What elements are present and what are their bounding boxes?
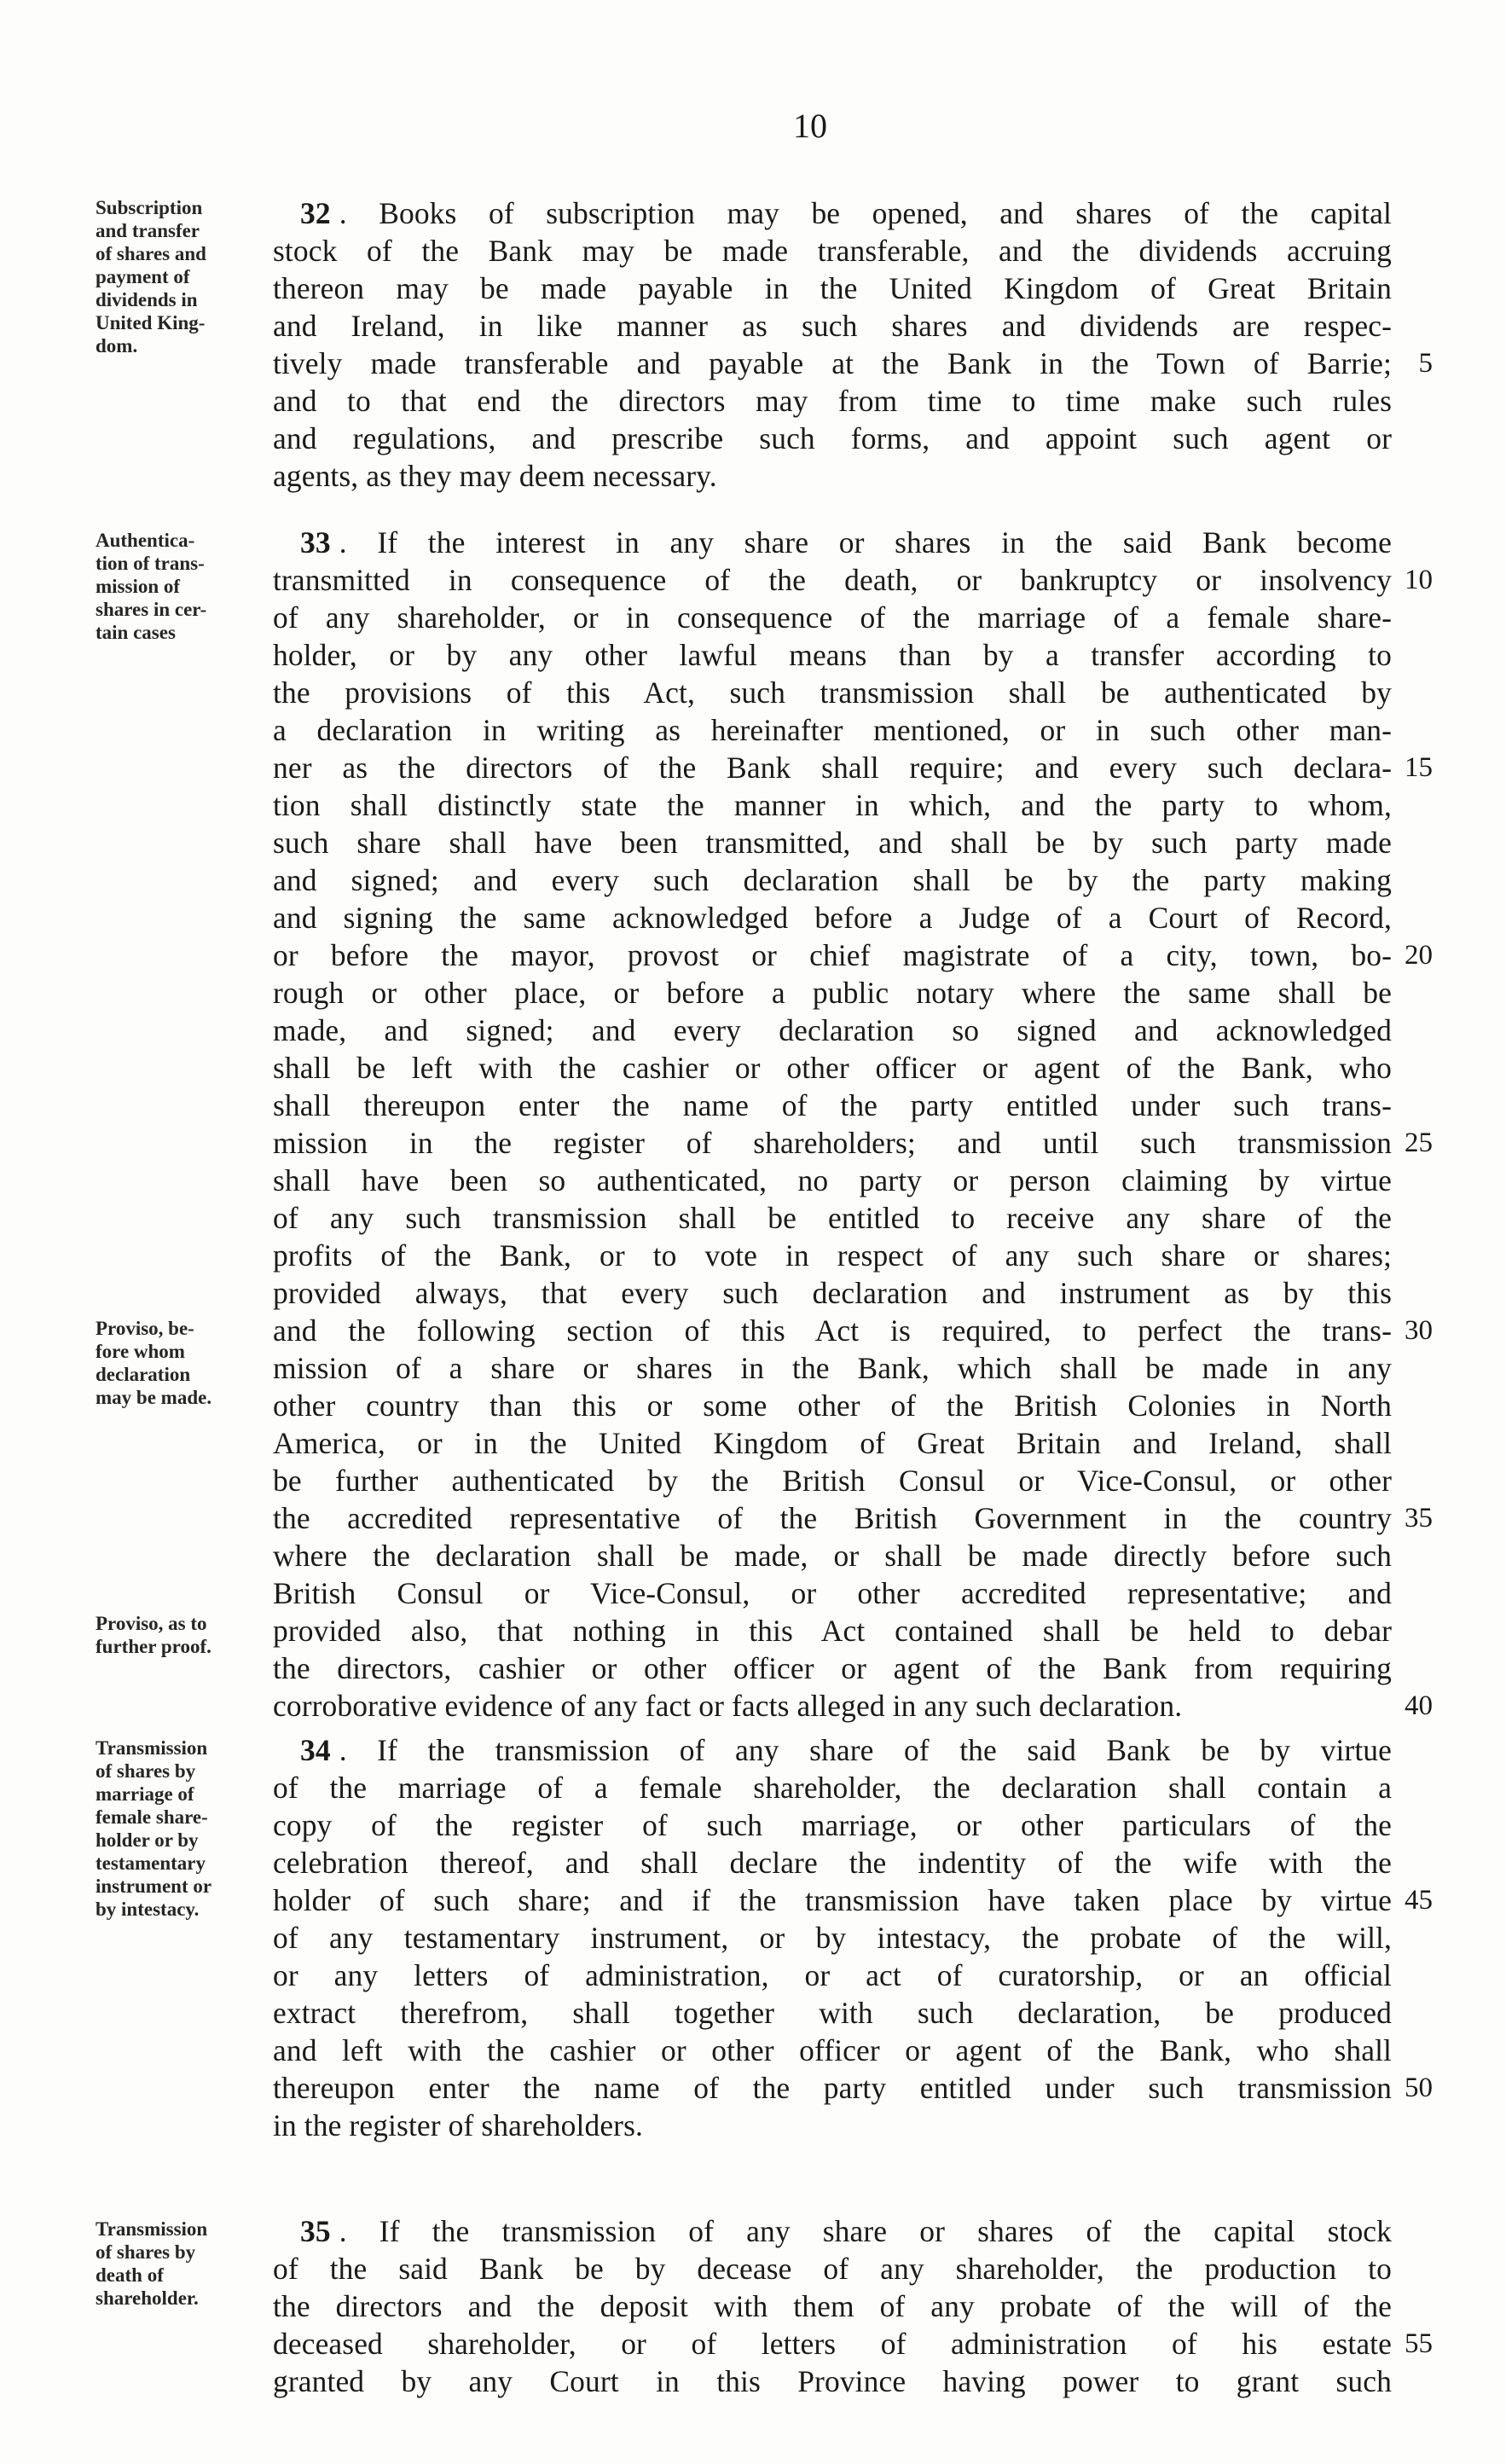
text-line: provided always, that every such declaration and instrument as by this — [273, 1276, 1392, 1310]
margin-note-line: declaration — [96, 1364, 191, 1385]
text-line: 32 . Books of subscription may be opened, and shares of the capital — [300, 196, 1392, 230]
text-line: the directors and the deposit with them of any probate of the will of the — [273, 2289, 1392, 2323]
text-line: of the said Bank be by decease of any shareholder, the production to — [273, 2252, 1392, 2286]
margin-note-line: and transfer — [96, 220, 200, 241]
line-number: 30 — [1405, 1315, 1433, 1346]
margin-note-line: Authentica- — [96, 530, 195, 551]
text-line: the directors, cashier or other officer or agent of the Bank from requiring — [273, 1651, 1392, 1685]
margin-note-line: tain cases — [96, 622, 176, 643]
text-line: celebration thereof, and shall declare the indentity of the wife with the — [273, 1846, 1392, 1880]
text-line: a declaration in writing as hereinafter mentioned, or in such other man- — [273, 713, 1392, 747]
margin-note — [96, 529, 279, 644]
line-number: 25 — [1405, 1128, 1433, 1158]
text-line: mission in the register of shareholders; and until such transmission — [273, 1126, 1392, 1160]
margin-note-line: Proviso, be- — [96, 1318, 194, 1339]
text-line: tion shall distinctly state the manner in which, and the party to whom, — [273, 788, 1392, 822]
section-number: 34 — [300, 1733, 331, 1767]
margin-note-proviso-further-proof — [96, 1612, 279, 1658]
text-line: tively made transferable and payable at the Bank in the Town of Barrie; — [273, 346, 1392, 380]
margin-note-line: marriage of — [96, 1783, 194, 1805]
section-text — [273, 2212, 1392, 2400]
text-line: thereon may be made payable in the United Kingdom of Great Britain — [273, 271, 1392, 305]
text-line: and to that end the directors may from time to time make such rules — [273, 384, 1392, 418]
text-line: shall thereupon enter the name of the party entitled under such trans- — [273, 1088, 1392, 1122]
text-line: stock of the Bank may be made transferable, and the dividends accruing — [273, 234, 1392, 268]
line-number: 20 — [1405, 940, 1433, 971]
margin-note-line: shareholder. — [96, 2287, 199, 2309]
text-line: be further authenticated by the British Consul or Vice-Consul, or other — [273, 1464, 1392, 1498]
margin-note-line: further proof. — [96, 1636, 211, 1657]
margin-note — [96, 1736, 279, 1921]
text-line: British Consul or Vice-Consul, or other accredited representative; and — [273, 1576, 1392, 1610]
text-line: holder of such share; and if the transmission have taken place by virtue — [273, 1883, 1392, 1917]
section-number: 32 — [300, 196, 331, 230]
margin-note-line: Transmission — [96, 1737, 208, 1759]
margin-note-line: of shares by — [96, 1760, 196, 1782]
margin-note-line: Transmission — [96, 2218, 208, 2240]
text-line: extract therefrom, shall together with such declaration, be produced — [273, 1996, 1392, 2030]
line-number: 55 — [1405, 2328, 1433, 2359]
text-line: of any such transmission shall be entitled to receive any share of the — [273, 1201, 1392, 1235]
margin-note-line: female share- — [96, 1806, 208, 1828]
text-line: and Ireland, in like manner as such shares and dividends are respec- — [273, 309, 1392, 343]
margin-note-line: testamentary — [96, 1852, 206, 1874]
text-line: other country than this or some other of the British Colonies in North — [273, 1389, 1392, 1423]
line-number: 35 — [1405, 1503, 1433, 1533]
margin-note-line: death of — [96, 2264, 164, 2286]
margin-note-line: Subscription — [96, 197, 203, 218]
margin-note-line: United King- — [96, 312, 206, 333]
text-line: rough or other place, or before a public notary where the same shall be — [273, 976, 1392, 1010]
text-line: granted by any Court in this Province having power to grant such — [273, 2364, 1392, 2398]
margin-note-line: holder or by — [96, 1829, 199, 1851]
text-line: corroborative evidence of any fact or facts alleged in any such declaration. — [273, 1689, 1183, 1723]
text-line: and signing the same acknowledged before a Judge of a Court of Record, — [273, 901, 1392, 935]
section-text — [273, 1731, 1392, 2144]
margin-note-line: fore whom — [96, 1341, 185, 1362]
line-number: 5 — [1418, 348, 1433, 379]
text-line: transmitted in consequence of the death, or bankruptcy or insolvency — [273, 563, 1392, 597]
margin-note-line: of shares and — [96, 243, 206, 264]
text-line: 35 . If the transmission of any share or shares of the capital stock — [300, 2214, 1392, 2248]
text-line: 34 . If the transmission of any share of the said Bank be by virtue — [300, 1733, 1393, 1767]
text-line: in the register of shareholders. — [273, 2108, 643, 2142]
text-line: copy of the register of such marriage, or other particulars of the — [273, 1808, 1392, 1842]
text-line: and left with the cashier or other officer or agent of the Bank, who shall — [273, 2033, 1392, 2067]
margin-note-line: tion of trans- — [96, 553, 205, 574]
text-line: made, and signed; and every declaration so signed and acknowledged — [273, 1013, 1392, 1047]
margin-note — [96, 2218, 279, 2310]
text-line: of the marriage of a female shareholder, the declaration shall contain a — [273, 1771, 1392, 1805]
margin-note-line: may be made. — [96, 1387, 212, 1408]
section-number: 35 — [300, 2214, 331, 2248]
text-line: thereupon enter the name of the party entitled under such transmission — [273, 2071, 1392, 2105]
margin-note-line: instrument or — [96, 1876, 212, 1897]
margin-note-line: dom. — [96, 335, 138, 357]
margin-note-line: of shares by — [96, 2241, 196, 2263]
margin-note-line: shares in cer- — [96, 599, 207, 620]
text-line: the accredited representative of the British Government in the country — [273, 1501, 1392, 1535]
text-line: of any testamentary instrument, or by intestacy, the probate of the will, — [273, 1921, 1392, 1955]
text-line: or any letters of administration, or act of curatorship, or an official — [273, 1958, 1392, 1992]
line-number: 10 — [1405, 565, 1433, 595]
text-line: 33 . If the interest in any share or shares in the said Bank become — [300, 525, 1393, 559]
line-number: 45 — [1405, 1885, 1433, 1916]
text-line: and regulations, and prescribe such forms, and appoint such agent or — [273, 421, 1392, 455]
text-line: ner as the directors of the Bank shall require; and every such declara- — [273, 751, 1392, 785]
line-number: 50 — [1405, 2073, 1433, 2103]
text-line: and signed; and every such declaration shall be by the party making — [273, 863, 1392, 897]
line-number: 15 — [1405, 752, 1433, 783]
margin-note-line: Proviso, as to — [96, 1613, 207, 1634]
text-line: America, or in the United Kingdom of Great Britain and Ireland, shall — [273, 1426, 1392, 1460]
section-text — [273, 194, 1392, 495]
text-line: deceased shareholder, or of letters of administration of his estate — [273, 2327, 1392, 2361]
section-number: 33 — [300, 525, 331, 559]
margin-note-line: payment of — [96, 266, 190, 287]
line-number: 40 — [1405, 1690, 1433, 1721]
section-text — [273, 524, 1392, 1725]
text-line: shall be left with the cashier or other officer or agent of the Bank, who — [273, 1051, 1392, 1085]
text-line: mission of a share or shares in the Bank, which shall be made in any — [273, 1351, 1392, 1385]
margin-note-line: dividends in — [96, 289, 198, 310]
margin-note-line: mission of — [96, 576, 181, 597]
text-line: shall have been so authenticated, no party or person claiming by virtue — [273, 1163, 1392, 1197]
margin-note-proviso-declaration — [96, 1317, 279, 1409]
text-line: agents, as they may deem necessary. — [273, 459, 717, 493]
text-line: or before the mayor, provost or chief magistrate of a city, town, bo- — [273, 938, 1392, 972]
text-line: profits of the Bank, or to vote in respect of any such share or shares; — [273, 1238, 1392, 1273]
text-line: and the following section of this Act is required, to perfect the trans- — [273, 1313, 1392, 1348]
text-line: holder, or by any other lawful means than by a transfer according to — [273, 638, 1392, 672]
margin-note-line: by intestacy. — [96, 1899, 200, 1920]
text-line: provided also, that nothing in this Act contained shall be held to debar — [273, 1614, 1392, 1648]
text-line: such share shall have been transmitted, and shall be by such party made — [273, 826, 1392, 860]
text-line: where the declaration shall be made, or shall be made directly before such — [273, 1539, 1392, 1573]
text-line: the provisions of this Act, such transmission shall be authenticated by — [273, 675, 1392, 710]
page-number: 10 — [793, 107, 827, 145]
text-line: of any shareholder, or in consequence of the marriage of a female share- — [273, 600, 1392, 635]
margin-note — [96, 196, 279, 357]
